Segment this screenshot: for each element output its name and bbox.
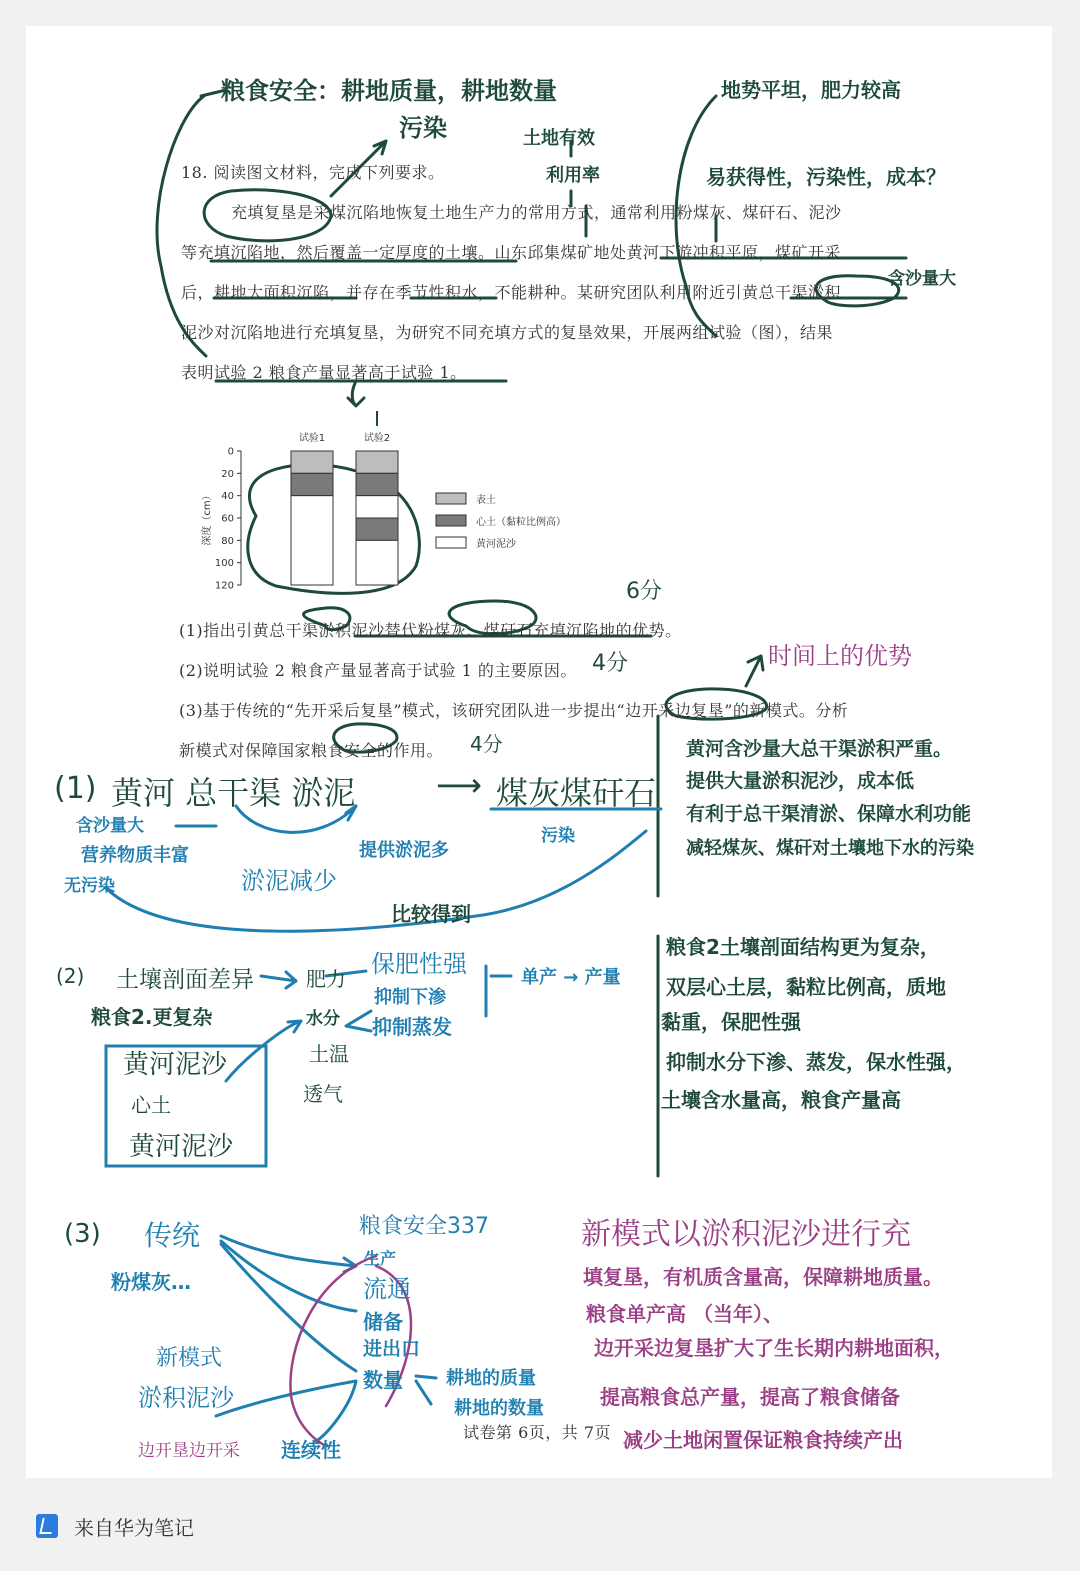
y-tick-label: 80 <box>221 535 234 547</box>
answer-1-line: 黄河含沙量大总干渠淤积严重。 <box>686 738 953 760</box>
source-label: 来自华为笔记 <box>74 1516 194 1540</box>
paragraph-line: 等充填沉陷地，然后覆盖一定厚度的土壤。山东邱集煤矿地处黄河下游冲积平原，煤矿开采 <box>181 243 842 262</box>
question-title: 18. 阅读图文材料，完成下列要求。 <box>181 163 445 182</box>
legend-swatch <box>436 493 466 504</box>
y-axis-label: 深度（cm） <box>202 490 213 546</box>
q2-main: 土壤剖面差异 <box>116 967 254 993</box>
y-tick-label: 100 <box>214 558 234 570</box>
soil-layer <box>356 518 398 540</box>
column-label: 试验1 <box>298 433 326 444</box>
soil-layer <box>291 473 333 495</box>
q3-reserve: 储备 <box>363 1310 403 1334</box>
q1-nutrients: 营养物质丰富 <box>81 845 189 866</box>
q3-edge-mode: 边开垦边开采 <box>138 1441 240 1461</box>
q3-label: (3) <box>64 1219 101 1249</box>
note-land-use: 土地有效 <box>523 128 595 149</box>
q3-farmland-quantity: 耕地的数量 <box>454 1398 544 1419</box>
q2-soil-temp: 土温 <box>309 1042 349 1066</box>
q1-main: 黄河 总干渠 淤泥 <box>111 774 356 812</box>
note-score-4a: 4分 <box>592 651 628 676</box>
answer-1-line: 提供大量淤积泥沙，成本低 <box>686 770 915 792</box>
q3-circulation: 流通 <box>363 1275 411 1303</box>
answer-2-line: 粮食2土壤剖面结构更为复杂， <box>666 935 940 959</box>
soil-layer <box>356 496 398 518</box>
q3-import-export: 进出口 <box>363 1338 421 1360</box>
q2-water: 水分 <box>306 1009 340 1029</box>
answer-2-line: 抑制水分下渗、蒸发，保水性强， <box>666 1050 966 1074</box>
answer-2-line: 黏重，保肥性强 <box>661 1010 801 1034</box>
q3-production: 生产 <box>364 1249 397 1268</box>
q1-more-silt: 提供淤泥多 <box>359 840 449 861</box>
q2-box-sand-2: 黄河泥沙 <box>129 1132 234 1162</box>
answer-2-line: 双层心土层，黏粒比例高，质地 <box>666 975 946 999</box>
note-sand-content: 含沙量大 <box>888 269 956 289</box>
soil-layer <box>356 451 398 473</box>
app-source-bar <box>0 1490 1080 1571</box>
q1-sand-content: 含沙量大 <box>76 816 144 836</box>
y-tick-label: 60 <box>221 513 234 525</box>
answer-1-line: 减轻煤灰、煤矸对土壤地下水的污染 <box>686 838 974 859</box>
page-footer: 试卷第 6页，共 7页 <box>463 1423 612 1442</box>
sub-question-3-cont: 新模式对保障国家粮食安全的作用。 <box>179 741 444 760</box>
q2-evaporation: 抑制蒸发 <box>372 1015 452 1039</box>
paragraph-line: 泥沙对沉陷地进行充填复垦，为研究不同充填方式的复垦效果，开展两组试验（图），结果 <box>181 323 834 342</box>
legend-swatch <box>436 537 466 548</box>
q2-aeration: 透气 <box>303 1082 343 1106</box>
note-terrain: 地势平坦，肥力较高 <box>721 78 901 102</box>
q1-pollution: 污染 <box>541 826 575 846</box>
q2-fertility: 肥力 <box>306 967 346 991</box>
paragraph-line: 充填复垦是采煤沉陷地恢复土地生产力的常用方式，通常利用粉煤灰、煤矸石、泥沙 <box>231 203 842 222</box>
legend-label: 黄河泥沙 <box>476 539 516 550</box>
soil-layer <box>356 540 398 585</box>
soil-layer <box>291 451 333 473</box>
q2-label: (2) <box>56 964 85 988</box>
q2-yield: 单产 → 产量 <box>521 967 621 988</box>
q1-target: 煤灰煤矸石 <box>496 774 657 812</box>
legend-label: 心土（黏粒比例高） <box>476 517 566 528</box>
y-tick-label: 40 <box>221 491 234 503</box>
note-land-use-rate: 利用率 <box>546 165 600 186</box>
q1-no-pollution: 无污染 <box>64 876 115 896</box>
answer-3-line: 边开采边复垦扩大了生长期内耕地面积， <box>594 1336 954 1360</box>
q2-keep-fertility: 保肥性强 <box>371 950 467 978</box>
sub-question-1: (1)指出引黄总干渠淤积泥沙替代粉煤灰、煤矸石充填沉陷地的优势。 <box>179 621 682 640</box>
q2-grain: 粮食2.更复杂 <box>91 1005 213 1029</box>
q2-box-sand-1: 黄河泥沙 <box>123 1050 228 1080</box>
exam-sheet <box>26 26 1052 1478</box>
sub-question-2: (2)说明试验 2 粮食产量显著高于试验 1 的主要原因。 <box>179 661 577 680</box>
q3-new-mode: 新模式 <box>156 1346 223 1371</box>
note-time-advantage: 时间上的优势 <box>768 642 912 670</box>
q1-silt-reduce: 淤泥减少 <box>241 867 337 895</box>
note-availability: 易获得性，污染性，成本？ <box>706 165 946 189</box>
y-tick-label: 120 <box>214 580 234 592</box>
y-tick-label: 20 <box>221 468 234 480</box>
answer-3-line: 减少土地闲置保证粮食持续产出 <box>623 1428 903 1452</box>
note-score-6: 6分 <box>626 579 662 604</box>
q3-farmland-quality: 耕地的质量 <box>446 1368 536 1389</box>
soil-layer <box>291 496 333 585</box>
q3-continuity: 连续性 <box>281 1438 341 1462</box>
q3-quantity: 数量 <box>363 1368 403 1392</box>
answer-3-line: 填复垦，有机质含量高，保障耕地质量。 <box>583 1265 943 1289</box>
q1-label: (1) <box>54 771 97 806</box>
paragraph-line: 后，耕地大面积沉陷，并存在季节性积水，不能耕种。某研究团队利用附近引黄总干渠淤积 <box>181 283 842 302</box>
column-label: 试验2 <box>363 433 391 444</box>
q3-sediment: 淤积泥沙 <box>138 1384 234 1412</box>
note-pollution: 污染 <box>399 114 447 142</box>
q1-arrow: ⟶ <box>436 766 482 804</box>
soil-profile-chart <box>196 401 566 596</box>
answer-3-line: 粮食单产高 （当年）、 <box>586 1302 783 1326</box>
answer-1-line: 有利于总干渠清淤、保障水利功能 <box>686 803 972 825</box>
note-score-4b: 4分 <box>470 732 503 756</box>
huawei-notes-icon <box>36 1514 58 1538</box>
q3-coal-ash: 粉煤灰… <box>111 1270 191 1294</box>
q3-traditional: 传统 <box>144 1219 201 1252</box>
answer-2-line: 土壤含水量高，粮食产量高 <box>661 1088 901 1112</box>
paragraph-line: 表明试验 2 粮食产量显著高于试验 1。 <box>181 363 467 382</box>
answer-3-line: 新模式以淤积泥沙进行充 <box>581 1217 911 1252</box>
soil-layer <box>356 473 398 495</box>
legend-label: 表土 <box>476 495 496 506</box>
q3-food-security: 粮食安全337 <box>359 1214 489 1239</box>
answer-3-line: 提高粮食总产量，提高了粮食储备 <box>600 1385 900 1409</box>
y-tick-label: 0 <box>227 446 234 458</box>
legend-swatch <box>436 515 466 526</box>
q1-compare: 比较得到 <box>391 902 471 926</box>
q2-box-subsoil: 心土 <box>131 1093 171 1117</box>
note-food-security: 粮食安全：耕地质量，耕地数量 <box>221 77 557 105</box>
q2-infiltration: 抑制下渗 <box>374 987 446 1008</box>
sub-question-3: (3)基于传统的“先开采后复垦”模式，该研究团队进一步提出“边开采边复垦”的新模式。分析 <box>179 701 849 720</box>
